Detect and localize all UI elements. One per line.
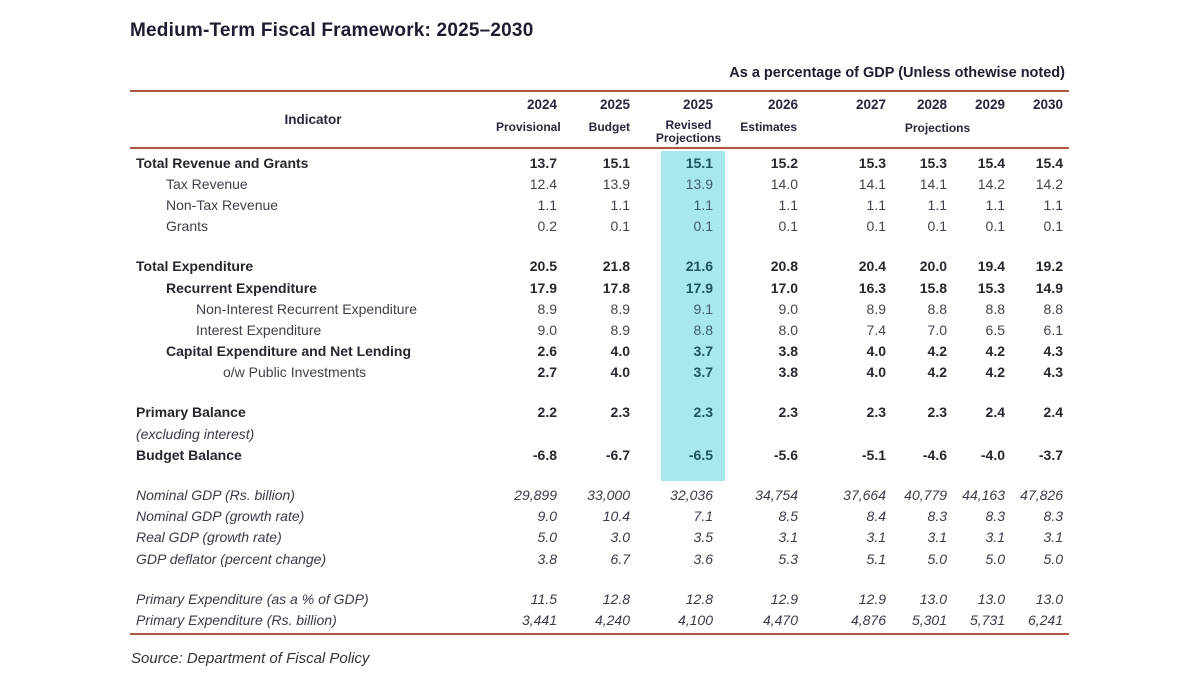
table-row: [130, 548, 1069, 569]
value-cell: 19.4: [977, 258, 1005, 275]
value-cell: 8.5: [778, 508, 798, 525]
value-cell: 10.4: [602, 508, 630, 525]
value-cell: 14.2: [1035, 175, 1063, 192]
value-cell: 2.6: [537, 343, 557, 360]
year-sublabel: Provisional: [496, 120, 561, 134]
value-cell: 12.8: [685, 590, 713, 607]
value-cell: 12.8: [602, 590, 630, 607]
value-cell: 4.0: [610, 343, 630, 360]
row-label: Tax Revenue: [166, 175, 248, 192]
value-cell: 5,731: [969, 611, 1005, 628]
row-label: Nominal GDP (Rs. billion): [136, 487, 295, 504]
table-row: [130, 152, 1069, 173]
value-cell: 8.8: [1043, 300, 1063, 317]
value-cell: -6.8: [532, 446, 557, 463]
value-cell: 32,036: [670, 487, 713, 504]
table-row: [130, 341, 1069, 362]
year-label: 2030: [1032, 97, 1063, 112]
row-label: Total Expenditure: [136, 258, 254, 275]
value-cell: 6.1: [1043, 321, 1063, 338]
column-header-indicator: Indicator: [284, 112, 342, 127]
value-cell: 3.0: [610, 529, 630, 546]
value-cell: 12.9: [858, 590, 886, 607]
value-cell: 8.9: [610, 321, 630, 338]
value-cell: 15.3: [858, 154, 886, 171]
year-sublabel: Estimates: [740, 120, 797, 134]
row-label: Non-Interest Recurrent Expenditure: [196, 300, 417, 317]
value-cell: 8.3: [1043, 508, 1063, 525]
value-cell: 12.9: [770, 590, 798, 607]
value-cell: 20.8: [770, 258, 798, 275]
value-cell: 1.1: [693, 196, 713, 213]
table-row: [130, 319, 1069, 340]
row-label: Primary Expenditure (as a % of GDP): [136, 590, 369, 607]
value-cell: 0.1: [927, 218, 947, 235]
value-cell: 1.1: [1043, 196, 1063, 213]
year-label: 2024: [526, 97, 557, 112]
value-cell: 7.1: [693, 508, 713, 525]
year-label: 2026: [767, 97, 798, 112]
table-row: [130, 484, 1069, 505]
value-cell: 3.1: [1043, 529, 1063, 546]
value-cell: 2.2: [537, 404, 557, 421]
value-cell: 4.0: [866, 364, 886, 381]
column-header-2025-revised: [636, 92, 725, 147]
value-cell: 0.1: [778, 218, 798, 235]
value-cell: 8.9: [610, 300, 630, 317]
value-cell: 14.1: [919, 175, 947, 192]
value-cell: 2.3: [927, 404, 947, 421]
value-cell: 3.7: [693, 364, 713, 381]
value-cell: 33,000: [587, 487, 630, 504]
table-row: [130, 588, 1069, 609]
value-cell: 37,664: [843, 487, 886, 504]
value-cell: 15.3: [919, 154, 947, 171]
value-cell: 3.6: [693, 550, 713, 567]
value-cell: 2.7: [537, 364, 557, 381]
value-cell: 8.3: [985, 508, 1005, 525]
value-cell: 15.4: [977, 154, 1005, 171]
row-label: Non-Tax Revenue: [166, 196, 279, 213]
value-cell: 6.7: [610, 550, 630, 567]
value-cell: 3,441: [521, 611, 557, 628]
value-cell: 13.0: [977, 590, 1005, 607]
table-row: [130, 402, 1069, 423]
value-cell: 0.1: [693, 218, 713, 235]
value-cell: 20.5: [529, 258, 557, 275]
value-cell: 8.4: [866, 508, 886, 525]
value-cell: 9.0: [537, 508, 557, 525]
value-cell: 2.4: [985, 404, 1005, 421]
value-cell: 8.9: [537, 300, 557, 317]
value-cell: -4.6: [922, 446, 947, 463]
value-cell: 3.8: [537, 550, 557, 567]
value-cell: 17.9: [529, 279, 557, 296]
column-header-2025-budget: [563, 92, 636, 147]
value-cell: 17.9: [685, 279, 713, 296]
value-cell: 5.0: [537, 529, 557, 546]
value-cell: 9.0: [778, 300, 798, 317]
value-cell: 13.0: [919, 590, 947, 607]
value-cell: 4,240: [594, 611, 630, 628]
value-cell: 3.8: [778, 343, 798, 360]
value-cell: 0.2: [537, 218, 557, 235]
row-label: GDP deflator (percent change): [136, 550, 327, 567]
table-row: [130, 444, 1069, 465]
value-cell: 4,876: [850, 611, 886, 628]
table-row: [130, 298, 1069, 319]
value-cell: -6.7: [605, 446, 630, 463]
row-label: Primary Balance: [136, 404, 246, 421]
value-cell: 14.9: [1035, 279, 1063, 296]
value-cell: 7.4: [866, 321, 886, 338]
column-header-2024: [496, 92, 563, 147]
value-cell: 4.2: [927, 343, 947, 360]
value-cell: -6.5: [688, 446, 713, 463]
row-label: Total Revenue and Grants: [136, 154, 309, 171]
table-row: [130, 173, 1069, 194]
year-label: 2028: [916, 97, 947, 112]
year-label: 2025: [599, 97, 630, 112]
value-cell: -5.6: [773, 446, 798, 463]
column-header-2026: [725, 92, 806, 147]
value-cell: 15.1: [602, 154, 630, 171]
year-label: 2025: [682, 97, 713, 112]
value-cell: 14.0: [770, 175, 798, 192]
value-cell: 3.1: [778, 529, 798, 546]
value-cell: 5.0: [927, 550, 947, 567]
value-cell: 15.4: [1035, 154, 1063, 171]
value-cell: 20.0: [919, 258, 947, 275]
value-cell: 44,163: [962, 487, 1005, 504]
value-cell: 5.3: [778, 550, 798, 567]
table-row: [130, 527, 1069, 548]
value-cell: 15.2: [770, 154, 798, 171]
value-cell: 3.7: [693, 343, 713, 360]
value-cell: 4,470: [762, 611, 798, 628]
value-cell: 1.1: [537, 196, 557, 213]
value-cell: 5.1: [866, 550, 886, 567]
table-row: [130, 362, 1069, 383]
table-row: [130, 194, 1069, 215]
row-label: Budget Balance: [136, 446, 242, 463]
row-label: Interest Expenditure: [196, 321, 322, 338]
value-cell: 5.0: [1043, 550, 1063, 567]
value-cell: 4,100: [677, 611, 713, 628]
row-label: (excluding interest): [136, 425, 255, 442]
row-label: Nominal GDP (growth rate): [136, 508, 305, 525]
table-row: [130, 216, 1069, 237]
table-row: [130, 506, 1069, 527]
value-cell: 15.1: [685, 154, 713, 171]
value-cell: 0.1: [985, 218, 1005, 235]
table-body: [130, 149, 1069, 633]
value-cell: 3.1: [927, 529, 947, 546]
value-cell: 20.4: [858, 258, 886, 275]
value-cell: 4.3: [1043, 364, 1063, 381]
value-cell: -4.0: [980, 446, 1005, 463]
value-cell: 4.0: [610, 364, 630, 381]
value-cell: 17.0: [770, 279, 798, 296]
value-cell: 34,754: [755, 487, 798, 504]
unit-note: As a percentage of GDP (Unless othewise noted): [729, 65, 1065, 81]
table-bottom-rule: [130, 633, 1069, 635]
value-cell: 8.8: [693, 321, 713, 338]
row-label: o/w Public Investments: [223, 364, 367, 381]
table-row: [130, 423, 1069, 444]
page-title: Medium-Term Fiscal Framework: 2025–2030: [130, 20, 534, 41]
value-cell: 6.5: [985, 321, 1005, 338]
value-cell: 21.8: [602, 258, 630, 275]
value-cell: 8.8: [985, 300, 1005, 317]
value-cell: 2.3: [610, 404, 630, 421]
value-cell: -5.1: [861, 446, 886, 463]
table-header: [130, 92, 1069, 149]
value-cell: 4.3: [1043, 343, 1063, 360]
value-cell: 8.9: [866, 300, 886, 317]
value-cell: 47,826: [1020, 487, 1063, 504]
value-cell: 0.1: [610, 218, 630, 235]
value-cell: 13.7: [529, 154, 557, 171]
value-cell: 3.1: [985, 529, 1005, 546]
value-cell: 5,301: [911, 611, 947, 628]
value-cell: 14.2: [977, 175, 1005, 192]
value-cell: 2.3: [866, 404, 886, 421]
value-cell: 17.8: [602, 279, 630, 296]
year-sublabel: Budget: [588, 120, 630, 134]
value-cell: 11.5: [530, 590, 557, 607]
value-cell: 6,241: [1027, 611, 1063, 628]
value-cell: 0.1: [866, 218, 886, 235]
value-cell: 12.4: [529, 175, 557, 192]
value-cell: 29,899: [514, 487, 557, 504]
value-cell: 8.3: [927, 508, 947, 525]
value-cell: 1.1: [985, 196, 1005, 213]
source-note: Source: Department of Fiscal Policy: [131, 650, 370, 667]
value-cell: 13.9: [602, 175, 630, 192]
table-row: [130, 256, 1069, 277]
column-header-projections-group: [806, 92, 1069, 147]
value-cell: 2.3: [693, 404, 713, 421]
row-label: Grants: [166, 218, 209, 235]
value-cell: 15.3: [977, 279, 1005, 296]
value-cell: 4.0: [866, 343, 886, 360]
value-cell: -3.7: [1038, 446, 1063, 463]
value-cell: 0.1: [1043, 218, 1063, 235]
value-cell: 2.4: [1043, 404, 1063, 421]
row-label: Primary Expenditure (Rs. billion): [136, 611, 337, 628]
value-cell: 3.8: [778, 364, 798, 381]
value-cell: 4.2: [985, 364, 1005, 381]
value-cell: 14.1: [858, 175, 886, 192]
year-label: 2029: [974, 97, 1005, 112]
value-cell: 13.0: [1035, 590, 1063, 607]
value-cell: 9.1: [693, 300, 713, 317]
value-cell: 8.0: [778, 321, 798, 338]
value-cell: 5.0: [985, 550, 1005, 567]
value-cell: 8.8: [927, 300, 947, 317]
value-cell: 7.0: [927, 321, 947, 338]
row-label: Real GDP (growth rate): [136, 529, 282, 546]
value-cell: 15.8: [919, 279, 947, 296]
value-cell: 2.3: [778, 404, 798, 421]
value-cell: 3.1: [866, 529, 886, 546]
projections-sublabel: Projections: [904, 121, 971, 135]
value-cell: 4.2: [927, 364, 947, 381]
value-cell: 1.1: [610, 196, 630, 213]
table-row: [130, 277, 1069, 298]
value-cell: 9.0: [537, 321, 557, 338]
value-cell: 21.6: [685, 258, 713, 275]
value-cell: 1.1: [778, 196, 798, 213]
value-cell: 1.1: [927, 196, 947, 213]
year-sublabel: Revised Projections: [655, 118, 722, 145]
value-cell: 16.3: [858, 279, 886, 296]
year-label: 2027: [855, 97, 886, 112]
value-cell: 4.2: [985, 343, 1005, 360]
table-row: [130, 609, 1069, 630]
fiscal-table: [130, 90, 1069, 635]
value-cell: 40,779: [904, 487, 947, 504]
value-cell: 3.5: [693, 529, 713, 546]
row-label: Capital Expenditure and Net Lending: [166, 343, 412, 360]
value-cell: 13.9: [685, 175, 713, 192]
value-cell: 1.1: [866, 196, 886, 213]
row-label: Recurrent Expenditure: [166, 279, 317, 296]
value-cell: 19.2: [1035, 258, 1063, 275]
